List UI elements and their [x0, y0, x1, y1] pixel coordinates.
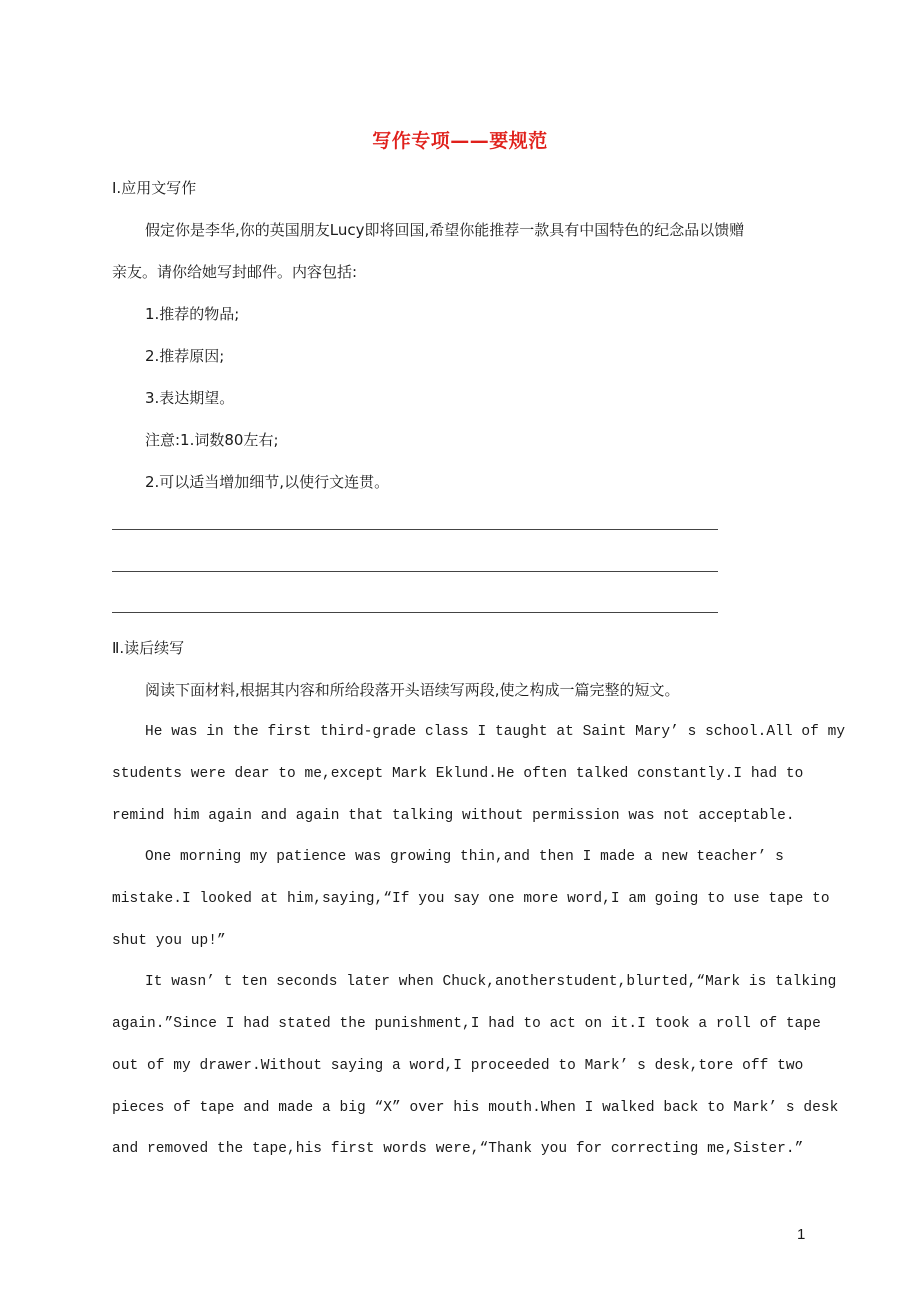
answer-line[interactable] — [112, 612, 718, 613]
story-line: It wasn’ t ten seconds later when Chuck,anotherstudent,blurted,“Mark is talking — [145, 974, 837, 990]
story-line: pieces of tape and made a big “X” over his mouth.When I walked back to Mark’ s desk — [112, 1100, 839, 1116]
section-heading-applied-writing: Ⅰ.应用文写作 — [112, 179, 197, 197]
story-line: again.”Since I had stated the punishment,I had to act on it.I took a roll of tape — [112, 1016, 821, 1032]
requirement-item: 1.推荐的物品; — [145, 305, 240, 323]
story-line: students were dear to me,except Mark Eklund.He often talked constantly.I had to — [112, 766, 804, 782]
story-line: and removed the tape,his first words were,“Thank you for correcting me,Sister.” — [112, 1141, 804, 1157]
prompt-text-line: 亲友。请你给她写封邮件。内容包括: — [112, 263, 358, 281]
page-number: 1 — [797, 1226, 806, 1243]
story-line: mistake.I looked at him,saying,“If you say one more word,I am going to use tape to — [112, 891, 830, 907]
page-title: 写作专项——要规范 — [372, 130, 548, 152]
section-heading-continuation-writing: Ⅱ.读后续写 — [112, 639, 185, 657]
answer-line[interactable] — [112, 571, 718, 572]
story-line: He was in the first third-grade class I taught at Saint Mary’ s school.All of my — [145, 724, 846, 740]
answer-line[interactable] — [112, 529, 718, 530]
note-item: 注意:1.词数80左右; — [145, 431, 279, 449]
requirement-item: 3.表达期望。 — [145, 389, 235, 407]
story-line: out of my drawer.Without saying a word,I proceeded to Mark’ s desk,tore off two — [112, 1058, 804, 1074]
requirement-item: 2.推荐原因; — [145, 347, 225, 365]
story-line: remind him again and again that talking without permission was not acceptable. — [112, 808, 795, 824]
instruction-text: 阅读下面材料,根据其内容和所给段落开头语续写两段,使之构成一篇完整的短文。 — [145, 681, 680, 699]
prompt-text-line: 假定你是李华,你的英国朋友Lucy即将回国,希望你能推荐一款具有中国特色的纪念品以馈赠 — [145, 221, 745, 239]
story-line: shut you up!” — [112, 933, 226, 949]
story-line: One morning my patience was growing thin,and then I made a new teacher’ s — [145, 849, 784, 865]
note-item: 2.可以适当增加细节,以使行文连贯。 — [145, 473, 390, 491]
